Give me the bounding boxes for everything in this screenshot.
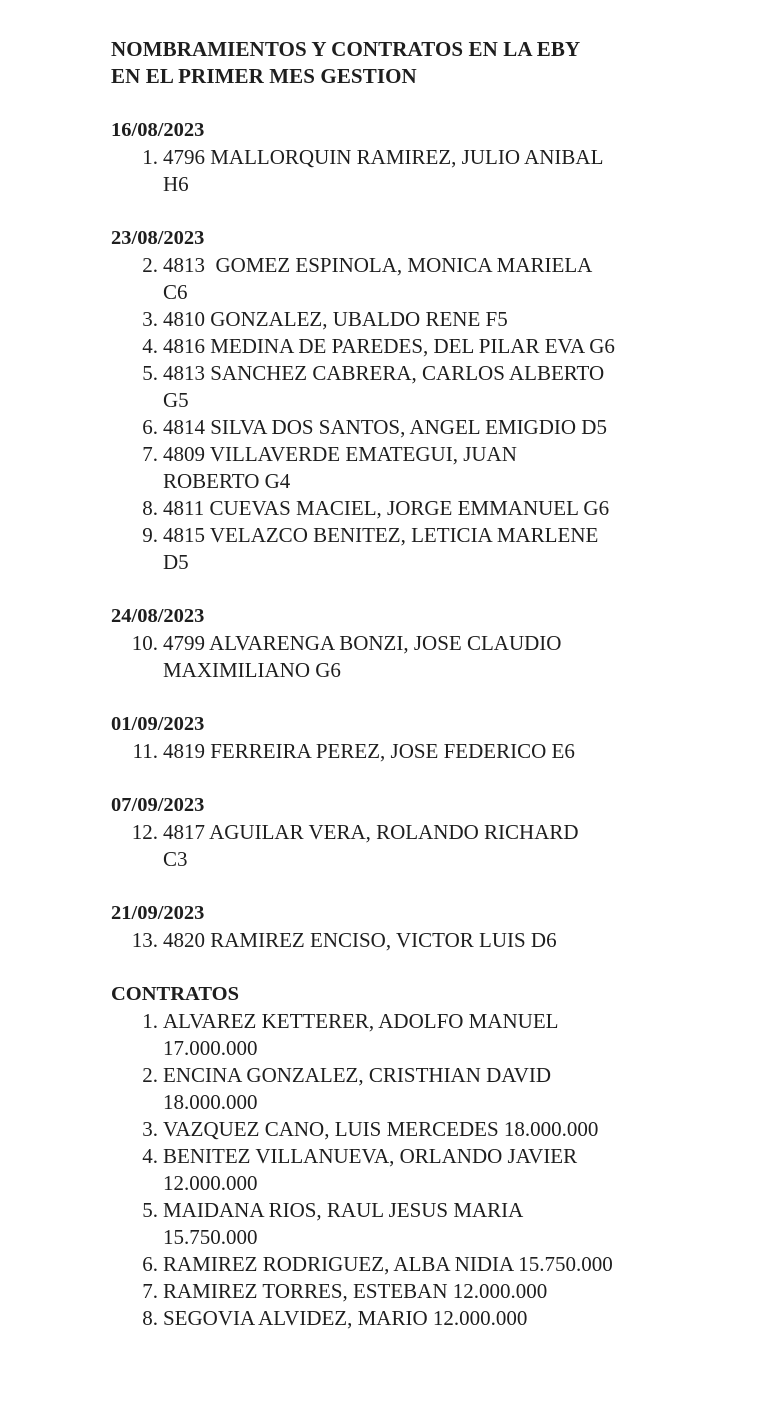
date-section (111, 117, 711, 198)
item-text: BENITEZ VILLANUEVA, ORLANDO JAVIER (163, 1144, 578, 1168)
list-item (111, 522, 711, 576)
item-text: 4819 FERREIRA PEREZ, JOSE FEDERICO E6 (163, 739, 575, 763)
list-item (111, 495, 711, 522)
contracts-heading: CONTRATOS (111, 983, 239, 1005)
section-date: 23/08/2023 (111, 227, 205, 249)
item-text: 4809 VILLAVERDE EMATEGUI, JUAN (163, 442, 517, 466)
list-item (111, 1278, 711, 1305)
item-text-cont: H6 (163, 172, 189, 196)
list-item (111, 333, 711, 360)
list-item (111, 252, 711, 306)
item-number: 3. (142, 307, 158, 331)
list-item (111, 1251, 711, 1278)
list-item (111, 1197, 711, 1251)
item-text-cont: G5 (163, 388, 189, 412)
list-item (111, 630, 711, 684)
item-text: 4814 SILVA DOS SANTOS, ANGEL EMIGDIO D5 (163, 415, 607, 439)
item-text: ENCINA GONZALEZ, CRISTHIAN DAVID (163, 1063, 552, 1087)
item-text: 4810 GONZALEZ, UBALDO RENE F5 (163, 307, 508, 331)
list-item (111, 1305, 711, 1332)
item-text: 4816 MEDINA DE PAREDES, DEL PILAR EVA G6 (163, 334, 615, 358)
item-text: SEGOVIA ALVIDEZ, MARIO 12.000.000 (163, 1306, 528, 1330)
item-number: 2. (142, 253, 158, 277)
item-number: 11. (132, 739, 158, 763)
appointment-list (111, 738, 711, 765)
list-item (111, 144, 711, 198)
item-amount: 18.000.000 (163, 1090, 258, 1114)
item-number: 1. (142, 1009, 158, 1033)
list-item (111, 1143, 711, 1197)
item-text-cont: C3 (163, 847, 188, 871)
item-number: 2. (142, 1063, 158, 1087)
item-number: 9. (142, 523, 158, 547)
item-text: ALVAREZ KETTERER, ADOLFO MANUEL (163, 1009, 559, 1033)
section-date: 07/09/2023 (111, 794, 205, 816)
date-section (111, 792, 711, 873)
contracts-list (111, 1008, 711, 1332)
title-line-2: EN EL PRIMER MES GESTION (111, 64, 417, 88)
item-number: 3. (142, 1117, 158, 1141)
contracts-section (111, 981, 711, 1332)
item-number: 13. (131, 928, 158, 952)
list-item (111, 441, 711, 495)
item-amount: 15.750.000 (163, 1225, 258, 1249)
item-number: 1. (142, 145, 158, 169)
appointment-list (111, 819, 711, 873)
item-number: 4. (142, 1144, 158, 1168)
item-text-cont: C6 (163, 280, 188, 304)
item-text: VAZQUEZ CANO, LUIS MERCEDES 18.000.000 (163, 1117, 599, 1141)
appointment-list (111, 144, 711, 198)
item-number: 7. (142, 1279, 158, 1303)
item-text: 4815 VELAZCO BENITEZ, LETICIA MARLENE (163, 523, 599, 547)
item-text: 4796 MALLORQUIN RAMIREZ, JULIO ANIBAL (163, 145, 604, 169)
document-title (111, 36, 711, 90)
section-date: 21/09/2023 (111, 902, 205, 924)
item-text-cont: MAXIMILIANO G6 (163, 658, 341, 682)
item-amount: 12.000.000 (163, 1171, 258, 1195)
item-text: RAMIREZ TORRES, ESTEBAN 12.000.000 (163, 1279, 548, 1303)
section-date: 24/08/2023 (111, 605, 205, 627)
item-amount: 17.000.000 (163, 1036, 258, 1060)
item-number: 6. (142, 1252, 158, 1276)
list-item (111, 1062, 711, 1116)
list-item (111, 360, 711, 414)
date-section (111, 225, 711, 576)
appointment-list (111, 927, 711, 954)
list-item (111, 414, 711, 441)
item-number: 8. (142, 496, 158, 520)
date-section (111, 711, 711, 765)
item-number: 8. (142, 1306, 158, 1330)
date-section (111, 603, 711, 684)
item-number: 12. (131, 820, 158, 844)
item-text: 4817 AGUILAR VERA, ROLANDO RICHARD (163, 820, 579, 844)
item-text: 4799 ALVARENGA BONZI, JOSE CLAUDIO (163, 631, 562, 655)
list-item (111, 306, 711, 333)
appointment-list (111, 630, 711, 684)
item-text: 4820 RAMIREZ ENCISO, VICTOR LUIS D6 (163, 928, 557, 952)
item-text: MAIDANA RIOS, RAUL JESUS MARIA (163, 1198, 524, 1222)
list-item (111, 819, 711, 873)
title-line-1: NOMBRAMIENTOS Y CONTRATOS EN LA EBY (111, 37, 581, 61)
list-item (111, 1008, 711, 1062)
item-number: 10. (131, 631, 158, 655)
section-date: 01/09/2023 (111, 713, 205, 735)
appointment-list (111, 252, 711, 576)
item-text: 4813 SANCHEZ CABRERA, CARLOS ALBERTO (163, 361, 605, 385)
item-text-cont: ROBERTO G4 (163, 469, 291, 493)
date-section (111, 900, 711, 954)
section-date: 16/08/2023 (111, 119, 205, 141)
item-text: 4813 GOMEZ ESPINOLA, MONICA MARIELA (163, 253, 593, 277)
item-number: 5. (142, 361, 158, 385)
item-number: 7. (142, 442, 158, 466)
item-number: 6. (142, 415, 158, 439)
item-number: 5. (142, 1198, 158, 1222)
item-text-cont: D5 (163, 550, 189, 574)
list-item (111, 1116, 711, 1143)
list-item (111, 927, 711, 954)
item-number: 4. (142, 334, 158, 358)
item-text: 4811 CUEVAS MACIEL, JORGE EMMANUEL G6 (163, 496, 610, 520)
item-text: RAMIREZ RODRIGUEZ, ALBA NIDIA 15.750.000 (163, 1252, 613, 1276)
list-item (111, 738, 711, 765)
